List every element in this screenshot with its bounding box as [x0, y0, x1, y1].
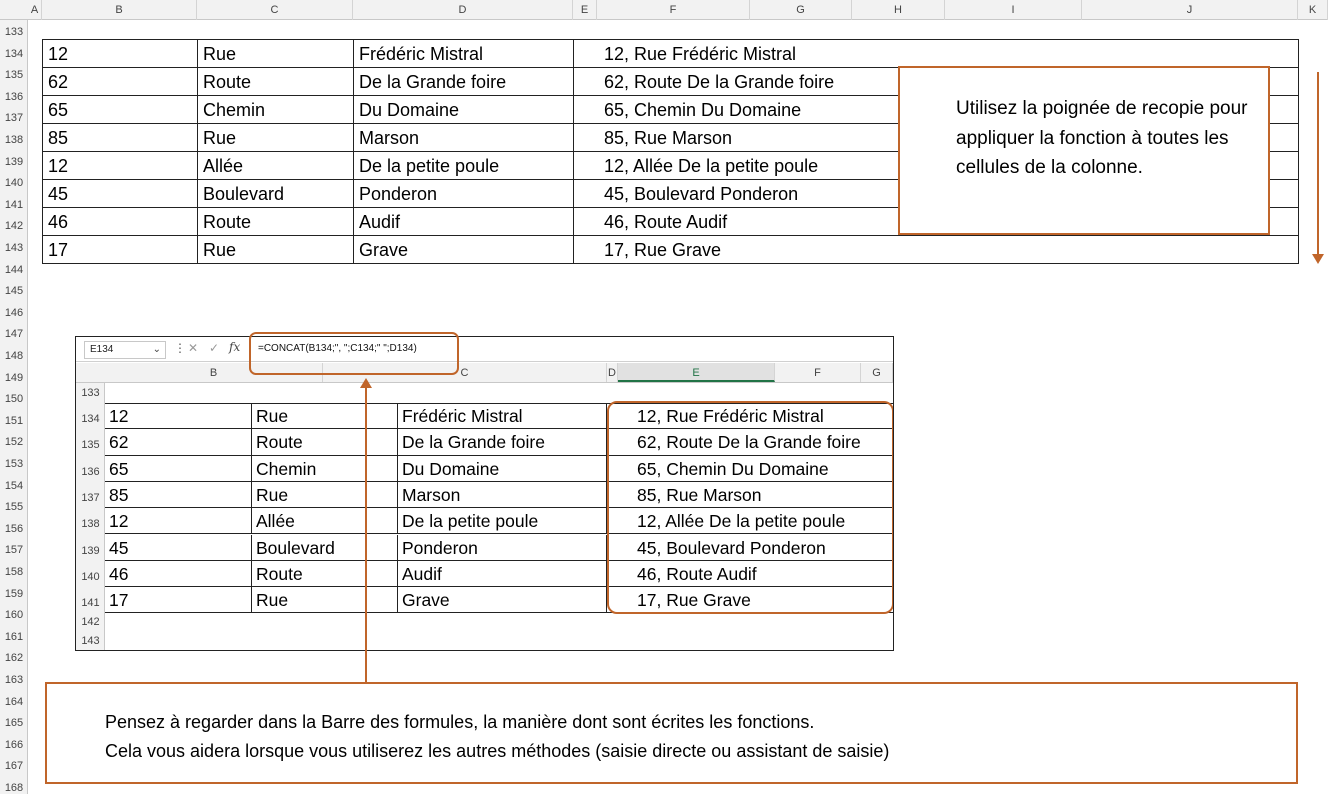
row-header-168[interactable]: 168: [4, 782, 24, 794]
cell-full[interactable]: 65, Chemin Du Domaine: [604, 100, 802, 120]
column-header-f[interactable]: F: [597, 0, 750, 20]
name-box[interactable]: [84, 341, 166, 359]
row-header-155[interactable]: 155: [4, 501, 24, 514]
embedded-cell-name[interactable]: Marson: [398, 482, 607, 508]
formula-highlight: [249, 332, 459, 375]
formula-bar-callout-line-1: Pensez à regarder dans la Barre des formules, la manière dont sont écrites les fonctions.: [105, 712, 815, 732]
formula-bar-callout-line-2: Cela vous aidera lorsque vous utiliserez les autres méthodes (saisie directe ou assistant de saisie): [105, 741, 890, 761]
table-row: [43, 40, 1298, 68]
cell-num[interactable]: 12: [43, 40, 198, 68]
row-header-148[interactable]: 148: [4, 350, 24, 362]
cell-name[interactable]: Du Domaine: [354, 96, 574, 124]
embedded-row-header-134[interactable]: 134: [81, 413, 100, 425]
row-header-165[interactable]: 165: [4, 717, 24, 730]
cell-full[interactable]: 85, Rue Marson: [604, 128, 733, 148]
fill-handle-callout-text: Utilisez la poignée de recopie pour appliquer la fonction à toutes les cellules de la colonne.: [956, 98, 1248, 178]
embedded-cell-full[interactable]: 46, Route Audif: [637, 563, 757, 584]
cell-name[interactable]: De la Grande foire: [354, 68, 574, 96]
row-header-153[interactable]: 153: [4, 458, 24, 470]
embedded-cell-num[interactable]: 12: [105, 508, 252, 534]
embedded-cell-num[interactable]: 85: [105, 482, 252, 508]
embedded-cell-name[interactable]: De la Grande foire: [398, 429, 607, 455]
row-header-146[interactable]: 146: [4, 306, 24, 319]
cell-type[interactable]: Rue: [198, 40, 354, 68]
embedded-cell-num[interactable]: 12: [105, 403, 252, 429]
cell-name[interactable]: De la petite poule: [354, 152, 574, 180]
embedded-cell-name[interactable]: Ponderon: [398, 535, 607, 561]
name-box-value: E134: [90, 344, 114, 355]
column-header-j[interactable]: J: [1082, 0, 1298, 20]
embedded-row-header-bar: [76, 383, 105, 651]
embedded-cell-num[interactable]: 62: [105, 429, 252, 455]
embedded-cell-full[interactable]: 12, Rue Frédéric Mistral: [637, 406, 824, 426]
row-header-133[interactable]: 133: [4, 26, 24, 38]
confirm-icon[interactable]: ✓: [209, 341, 220, 355]
embedded-cell-type[interactable]: Chemin: [252, 456, 398, 482]
cell-type[interactable]: Route: [198, 68, 354, 96]
column-header-g[interactable]: G: [750, 0, 852, 20]
embedded-cell-name[interactable]: Audif: [398, 561, 607, 587]
column-header-bar: [0, 0, 1328, 20]
cell-full[interactable]: 17, Rue Grave: [604, 240, 722, 260]
formula-pointer-arrow: [365, 386, 367, 683]
embedded-cell-num[interactable]: 46: [105, 561, 252, 587]
table-row: [43, 236, 1298, 264]
formula-bar: [76, 337, 893, 362]
row-header-161[interactable]: 161: [4, 630, 24, 643]
row-header-160[interactable]: 160: [4, 609, 24, 622]
embedded-column-header-b[interactable]: B: [105, 363, 323, 382]
cell-name[interactable]: Ponderon: [354, 180, 574, 208]
cell-name[interactable]: Marson: [354, 124, 574, 152]
row-header-144[interactable]: 144: [4, 263, 24, 276]
embedded-row-header-138[interactable]: 138: [81, 518, 100, 531]
embedded-cell-num[interactable]: 45: [105, 535, 252, 561]
column-header-k[interactable]: K: [1298, 0, 1328, 20]
cell-type[interactable]: Allée: [198, 152, 354, 180]
row-header-163[interactable]: 163: [4, 674, 24, 686]
chevron-down-icon[interactable]: ⌄: [152, 344, 161, 355]
cell-num[interactable]: 46: [43, 208, 198, 236]
formula-input[interactable]: =CONCAT(B134;", ";C134;" ";D134): [258, 343, 417, 354]
row-header-bar: [0, 20, 28, 794]
embedded-cell-type[interactable]: Rue: [252, 482, 398, 508]
row-header-164[interactable]: 164: [4, 695, 24, 708]
embedded-cell-full[interactable]: 65, Chemin Du Domaine: [637, 458, 829, 479]
column-header-b[interactable]: B: [42, 0, 197, 20]
cell-num[interactable]: 45: [43, 180, 198, 208]
cell-num[interactable]: 65: [43, 96, 198, 124]
embedded-column-header-c[interactable]: C: [323, 363, 607, 382]
embedded-cell-type[interactable]: Allée: [252, 508, 398, 534]
embedded-cell-name[interactable]: De la petite poule: [398, 508, 607, 534]
row-header-157[interactable]: 157: [4, 544, 24, 557]
row-header-147[interactable]: 147: [4, 328, 24, 341]
cell-full[interactable]: 62, Route De la Grande foire: [604, 72, 835, 92]
embedded-cell-name[interactable]: Du Domaine: [398, 456, 607, 482]
formula-pointer-arrowhead: [360, 378, 372, 390]
fill-down-arrowhead: [1312, 254, 1324, 266]
embedded-cell-num[interactable]: 65: [105, 456, 252, 482]
embedded-row-header-143[interactable]: 143: [81, 635, 100, 648]
embedded-cell-type[interactable]: Route: [252, 429, 398, 455]
result-column-highlight: [607, 401, 894, 614]
row-header-141[interactable]: 141: [4, 198, 24, 211]
embedded-column-header-bar: [76, 363, 893, 383]
column-header-h[interactable]: H: [852, 0, 945, 20]
cell-type[interactable]: Rue: [198, 236, 354, 264]
embedded-excel-screenshot: [75, 336, 894, 651]
embedded-cell-full[interactable]: 45, Boulevard Ponderon: [637, 537, 826, 558]
cell-full[interactable]: 12, Rue Frédéric Mistral: [604, 44, 797, 64]
column-header-d[interactable]: D: [353, 0, 573, 20]
row-header-142[interactable]: 142: [4, 220, 24, 233]
embedded-cell-full[interactable]: 12, Allée De la petite poule: [637, 511, 846, 532]
row-header-150[interactable]: 150: [4, 393, 24, 406]
row-header-152[interactable]: 152: [4, 436, 24, 449]
row-header-149[interactable]: 149: [4, 371, 24, 384]
cell-name[interactable]: Frédéric Mistral: [354, 40, 574, 68]
fill-down-arrow: [1317, 72, 1319, 257]
cell-type[interactable]: Boulevard: [198, 180, 354, 208]
embedded-row-header-142[interactable]: 142: [81, 616, 100, 629]
cell-num[interactable]: 12: [43, 152, 198, 180]
embedded-row-header-139[interactable]: 139: [81, 544, 100, 557]
embedded-row-header-135[interactable]: 135: [81, 439, 100, 452]
row-header-138[interactable]: 138: [4, 134, 24, 146]
row-header-167[interactable]: 167: [4, 760, 24, 773]
embedded-row-header-141[interactable]: 141: [81, 597, 100, 610]
formula-bar-callout: [45, 682, 1298, 784]
cell-name[interactable]: Audif: [354, 208, 574, 236]
embedded-column-header-e[interactable]: E: [618, 363, 775, 382]
cell-type[interactable]: Chemin: [198, 96, 354, 124]
column-header-c[interactable]: C: [197, 0, 353, 20]
insert-function-icon[interactable]: fx: [229, 340, 241, 354]
row-header-140[interactable]: 140: [4, 177, 24, 190]
embedded-cell-full[interactable]: 62, Route De la Grande foire: [637, 432, 861, 453]
column-header-i[interactable]: I: [945, 0, 1082, 20]
row-header-158[interactable]: 158: [4, 566, 24, 578]
column-header-e[interactable]: E: [573, 0, 597, 20]
embedded-cell-full[interactable]: 85, Rue Marson: [637, 484, 762, 505]
row-header-134[interactable]: 134: [4, 47, 24, 60]
row-header-154[interactable]: 154: [4, 479, 24, 492]
embedded-cell-num[interactable]: 17: [105, 587, 252, 613]
embedded-cell-name[interactable]: Frédéric Mistral: [398, 403, 607, 429]
embedded-cell-name[interactable]: Grave: [398, 587, 607, 613]
more-options-icon[interactable]: ⋮: [174, 341, 186, 355]
row-header-166[interactable]: 166: [4, 738, 24, 751]
cell-type[interactable]: Rue: [198, 124, 354, 152]
cell-full[interactable]: 46, Route Audif: [604, 212, 728, 232]
embedded-cell-type[interactable]: Route: [252, 561, 398, 587]
cancel-icon[interactable]: ✕: [188, 341, 199, 355]
fill-handle-callout: [898, 66, 1270, 235]
row-header-145[interactable]: 145: [4, 285, 24, 298]
row-header-137[interactable]: 137: [4, 112, 24, 125]
row-header-136[interactable]: 136: [4, 90, 24, 103]
row-header-162[interactable]: 162: [4, 652, 24, 665]
cell-type[interactable]: Route: [198, 208, 354, 236]
embedded-cell-type[interactable]: Rue: [252, 587, 398, 613]
embedded-cell-type[interactable]: Boulevard: [252, 535, 398, 561]
cell-full[interactable]: 45, Boulevard Ponderon: [604, 184, 799, 204]
cell-num[interactable]: 85: [43, 124, 198, 152]
cell-num[interactable]: 62: [43, 68, 198, 96]
row-header-135[interactable]: 135: [4, 69, 24, 82]
row-header-159[interactable]: 159: [4, 587, 24, 600]
embedded-column-header-f[interactable]: F: [775, 363, 861, 382]
column-header-a[interactable]: A: [28, 0, 42, 20]
cell-num[interactable]: 17: [43, 236, 198, 264]
row-header-156[interactable]: 156: [4, 522, 24, 535]
row-header-139[interactable]: 139: [4, 155, 24, 168]
row-header-143[interactable]: 143: [4, 242, 24, 254]
embedded-row-header-133[interactable]: 133: [81, 387, 100, 399]
row-header-151[interactable]: 151: [4, 414, 24, 427]
cell-full[interactable]: 12, Allée De la petite poule: [604, 156, 819, 176]
embedded-row-header-140[interactable]: 140: [81, 570, 100, 583]
embedded-cell-type[interactable]: Rue: [252, 403, 398, 429]
embedded-column-header-d[interactable]: D: [607, 363, 618, 382]
embedded-column-header-g[interactable]: G: [861, 363, 893, 382]
cell-name[interactable]: Grave: [354, 236, 574, 264]
embedded-row-header-137[interactable]: 137: [81, 491, 100, 504]
embedded-cell-full[interactable]: 17, Rue Grave: [637, 590, 751, 611]
embedded-row-header-136[interactable]: 136: [81, 465, 100, 478]
